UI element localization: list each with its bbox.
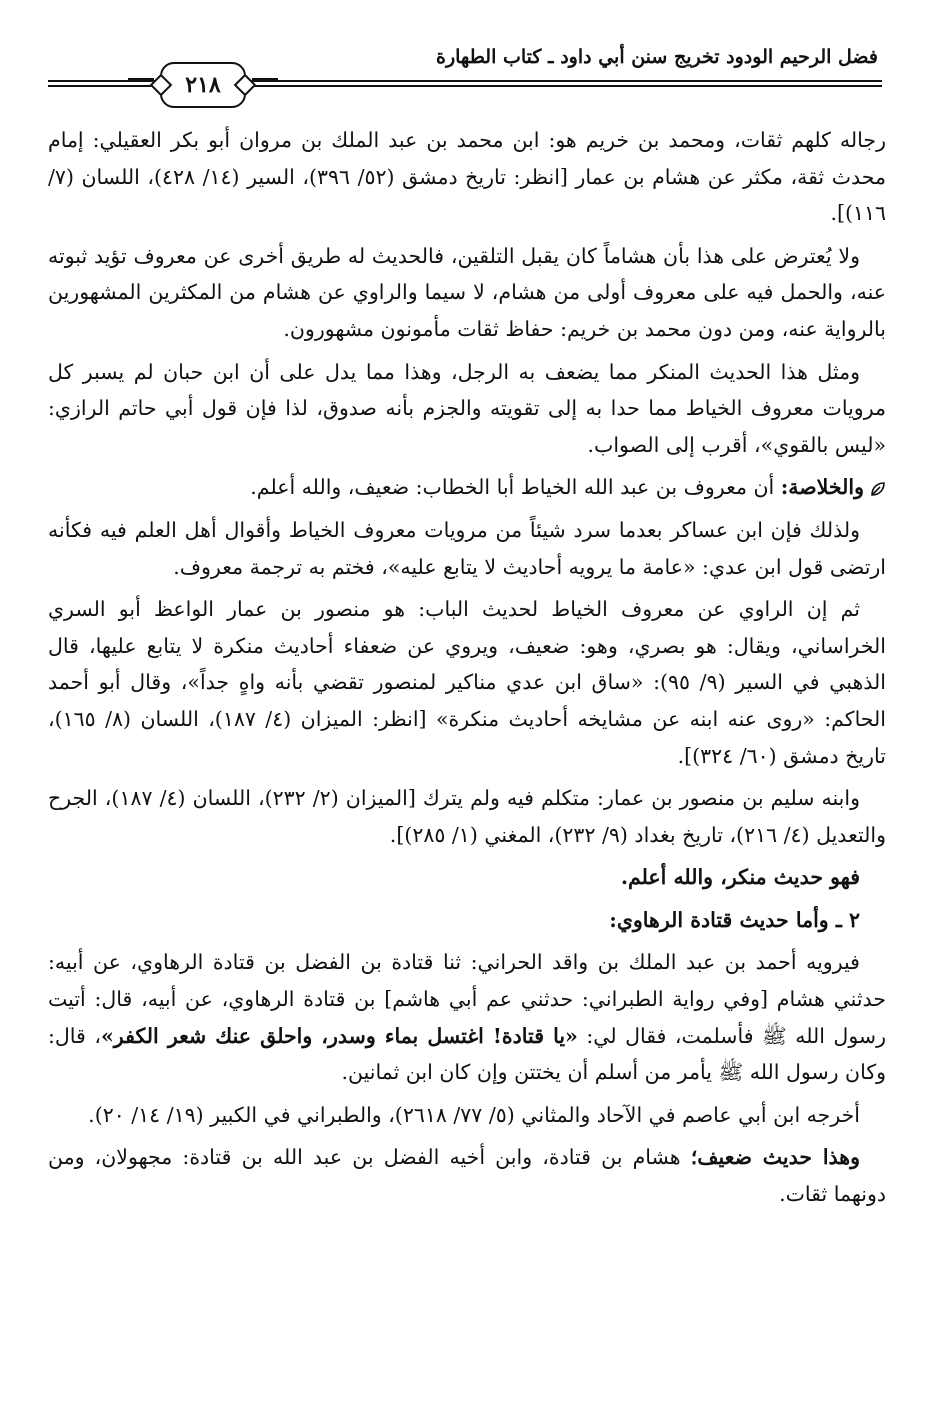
ornament-dash bbox=[128, 78, 154, 80]
hadith-chain: فيرويه أحمد بن عبد الملك بن واقد الحراني: ثنا قتادة بن الفضل بن قتادة الرهاوي، عن أبيه: حدثني هشام [وفي رواية الطبراني: حدثني عم أبي هاشم] بن قتادة الرهاوي، عن أبيه، قال: أتيت رسول الله ﷺ فأسلمت، فقال لي: bbox=[48, 950, 886, 1048]
verdict-text: هشام بن قتادة، وابن أخيه الفضل بن عبد الله بن قتادة: مجهولان، ومن دونهما ثقات. bbox=[48, 1145, 886, 1207]
paragraph-5: ولذلك فإن ابن عساكر بعدما سرد شيئاً من مرويات معروف الخياط وأقوال أهل العلم فيه فكأنه ارتضى قول ابن عدي: «عامة ما يرويه أحاديث لا يتابع عليه»، فختم به ترجمة معروف. bbox=[48, 517, 886, 579]
paragraph-1: رجاله كلهم ثقات، ومحمد بن خريم هو: ابن محمد بن عبد الملك بن مروان أبو بكر العقيلي: إمام محدث ثقة، مكثر عن هشام بن عمار [انظر: تاريخ دمشق (٥٢/ ٣٩٦)، السير (١٤/ ٤٢٨)، اللسان (٧/ ١١٦)]. bbox=[48, 128, 886, 226]
hadith-tail: ، قال: وكان رسول الله ﷺ يأمر من أسلم أن يختتن وإن كان ابن ثمانين. bbox=[48, 1023, 886, 1085]
summary-label: والخلاصة: bbox=[780, 475, 864, 500]
paragraph-4 bbox=[48, 469, 886, 506]
paragraph-11: أخرجه ابن أبي عاصم في الآحاد والمثاني (٥/ ٧٧/ ٢٦١٨)، والطبراني في الكبير (١٩/ ١٤/ ٢٠). bbox=[88, 1102, 860, 1127]
paragraph-2: ولا يُعترض على هذا بأن هشاماً كان يقبل التلقين، فالحديث له طريق أخرى عن معروف تؤيد ثبوته عنه، والحمل فيه على معروف أولى من هشام، لا سيما والراوي عن هشام من المكثرين المشهورين بالرواية عنه، ومن دون محمد بن خريم: حفاظ ثقات مأمونون مشهورون. bbox=[48, 243, 886, 341]
paragraph-8: فهو حديث منكر، والله أعلم. bbox=[620, 865, 860, 890]
verdict-label: وهذا حديث ضعيف؛ bbox=[690, 1145, 860, 1170]
paragraph-6: ثم إن الراوي عن معروف الخياط لحديث الباب: هو منصور بن عمار الواعظ أبو السري الخراساني، ويقال: هو بصري، وهو: ضعيف، ويروي عن ضعفاء أحاديث منكرة لا يتابع عليها، قال الذهبي في السير (٩/ ٩٥): «ساق ابن عدي مناكير لمنصور تقضي بأنه واهٍ جداً»، وقال أبو أحمد الحاكم: «روى عنه ابنه عن مشايخه أحاديث منكرة» [انظر: الميزان (٤/ ١٨٧)، اللسان (٨/ ١٦٥)، تاريخ دمشق (٦٠/ ٣٢٤)]. bbox=[48, 597, 886, 768]
hadith-text: «يا قتادة! اغتسل بماء وسدر، واحلق عنك شعر الكفر» bbox=[100, 1023, 578, 1048]
paragraph-7: وابنه سليم بن منصور بن عمار: متكلم فيه ولم يترك [الميزان (٢/ ٢٣٢)، اللسان (٤/ ١٨٧)، الجرح والتعديل (٤/ ٢١٦)، تاريخ بغداد (٩/ ٢٣٢)، المغني (١/ ٢٨٥)]. bbox=[48, 786, 886, 847]
summary-text: أن معروف بن عبد الله الخياط أبا الخطاب: ضعيف، والله أعلم. bbox=[250, 475, 781, 500]
paragraph-10 bbox=[48, 944, 886, 1090]
header-title: فضل الرحيم الودود تخريج سنن أبي داود ـ كتاب الطهارة bbox=[436, 46, 878, 68]
paragraph-12 bbox=[48, 1139, 886, 1212]
paragraph-3: ومثل هذا الحديث المنكر مما يضعف به الرجل، وهذا مما يدل على أن ابن حبان لم يسبر كل مرويات معروف الخياط مما حدا به إلى تقويته والجزم بأنه صدوق، لذا فإن قول أبي حاتم الرازي: «ليس بالقوي»، أقرب إلى الصواب. bbox=[48, 359, 886, 457]
section-heading: ٢ ـ وأما حديث قتادة الرهاوي: bbox=[609, 907, 860, 932]
leaf-ornament-icon bbox=[870, 481, 886, 497]
page-number: ٢١٨ bbox=[160, 62, 246, 108]
running-header bbox=[40, 40, 890, 110]
page-body bbox=[48, 122, 886, 1357]
ornament-dash bbox=[252, 78, 278, 80]
